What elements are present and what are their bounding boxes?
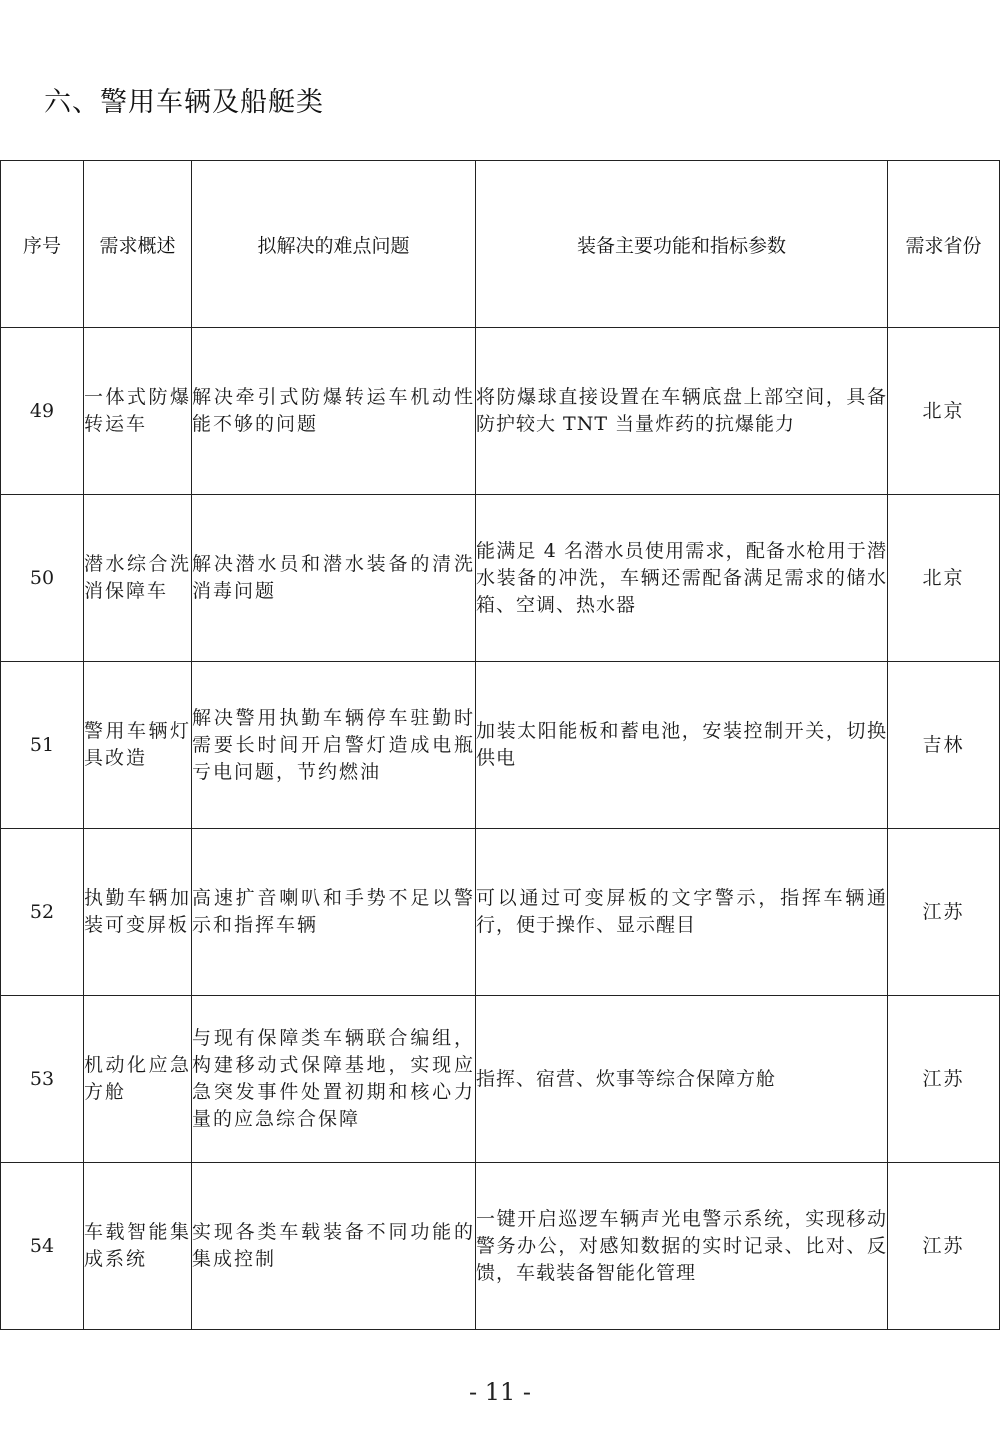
header-problem: 拟解决的难点问题 — [192, 161, 476, 328]
requirements-table — [0, 160, 1000, 1330]
row-summary: 一体式防爆转运车 — [84, 328, 192, 495]
row-num: 50 — [1, 495, 84, 662]
row-summary: 车载智能集成系统 — [84, 1163, 192, 1330]
row-problem: 解决牵引式防爆转运车机动性能不够的问题 — [192, 328, 476, 495]
table-row — [1, 1163, 1000, 1330]
row-function: 指挥、宿营、炊事等综合保障方舱 — [476, 996, 888, 1163]
row-problem: 解决警用执勤车辆停车驻勤时需要长时间开启警灯造成电瓶亏电问题，节约燃油 — [192, 662, 476, 829]
row-summary: 潜水综合洗消保障车 — [84, 495, 192, 662]
row-function: 可以通过可变屏板的文字警示，指挥车辆通行，便于操作、显示醒目 — [476, 829, 888, 996]
table-row — [1, 328, 1000, 495]
row-summary: 机动化应急方舱 — [84, 996, 192, 1163]
header-province: 需求省份 — [888, 161, 1000, 328]
table-row — [1, 495, 1000, 662]
row-province: 江苏 — [888, 996, 1000, 1163]
row-function: 将防爆球直接设置在车辆底盘上部空间，具备防护较大 TNT 当量炸药的抗爆能力 — [476, 328, 888, 495]
row-num: 51 — [1, 662, 84, 829]
table-row — [1, 662, 1000, 829]
row-function: 能满足 4 名潜水员使用需求，配备水枪用于潜水装备的冲洗，车辆还需配备满足需求的储水箱、空调、热水器 — [476, 495, 888, 662]
row-problem: 解决潜水员和潜水装备的清洗消毒问题 — [192, 495, 476, 662]
row-problem: 高速扩音喇叭和手势不足以警示和指挥车辆 — [192, 829, 476, 996]
table-row — [1, 829, 1000, 996]
table-row — [1, 996, 1000, 1163]
page-number: - 11 - — [468, 1378, 531, 1406]
header-summary: 需求概述 — [84, 161, 192, 328]
row-province: 北京 — [888, 328, 1000, 495]
row-num: 54 — [1, 1163, 84, 1330]
row-province: 吉林 — [888, 662, 1000, 829]
header-function: 装备主要功能和指标参数 — [476, 161, 888, 328]
row-function: 加装太阳能板和蓄电池，安装控制开关，切换供电 — [476, 662, 888, 829]
row-num: 49 — [1, 328, 84, 495]
header-num: 序号 — [1, 161, 84, 328]
row-function: 一键开启巡逻车辆声光电警示系统，实现移动警务办公，对感知数据的实时记录、比对、反馈，车载装备智能化管理 — [476, 1163, 888, 1330]
row-problem: 实现各类车载装备不同功能的集成控制 — [192, 1163, 476, 1330]
row-summary: 警用车辆灯具改造 — [84, 662, 192, 829]
row-province: 江苏 — [888, 829, 1000, 996]
row-province: 江苏 — [888, 1163, 1000, 1330]
row-num: 53 — [1, 996, 84, 1163]
row-summary: 执勤车辆加装可变屏板 — [84, 829, 192, 996]
row-province: 北京 — [888, 495, 1000, 662]
row-num: 52 — [1, 829, 84, 996]
row-problem: 与现有保障类车辆联合编组，构建移动式保障基地，实现应急突发事件处置初期和核心力量的应急综合保障 — [192, 996, 476, 1163]
table-header-row — [1, 161, 1000, 328]
section-title: 六、警用车辆及船艇类 — [44, 87, 324, 118]
